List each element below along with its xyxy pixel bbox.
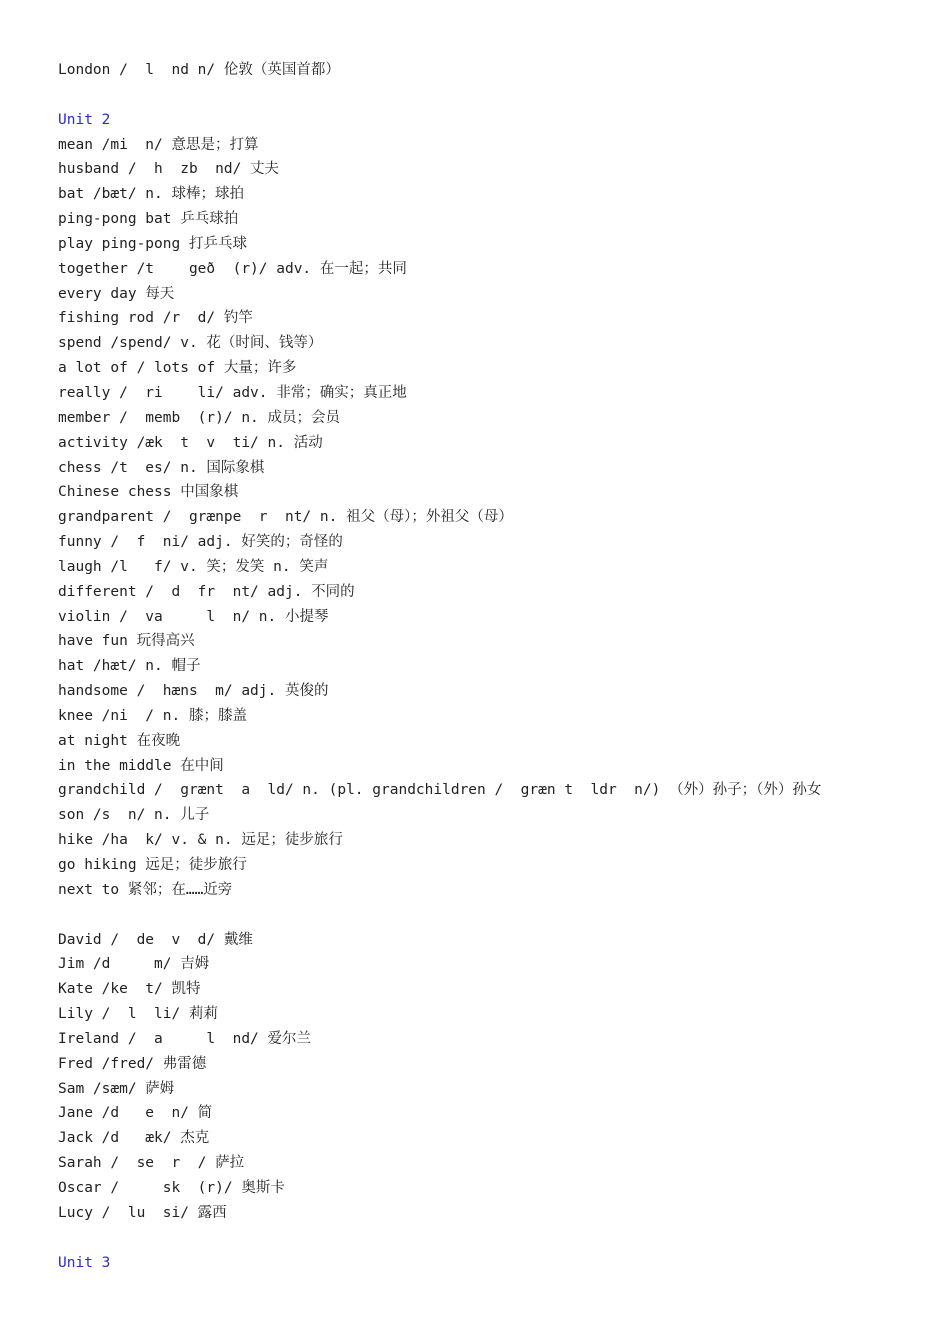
name-entry: Sarah / se r / 萨拉 [58,1155,245,1172]
name-entry: Jack /d æk/ 杰克 [58,1130,210,1147]
vocab-entry: activity /æk t v ti/ n. 活动 [58,434,323,451]
unit-3-heading: Unit 3 [58,1254,111,1271]
vocab-entry: go hiking 远足；徒步旅行 [58,857,247,873]
vocab-entry: funny / f ni/ adj. 好笑的；奇怪的 [58,534,343,551]
vocab-entry: at night 在夜晚 [58,732,181,749]
unit-2-vocab-list [58,133,918,903]
vocab-entry: laugh /l f/ v. 笑；发笑 n. 笑声 [58,558,329,575]
vocab-entry: chess /t es/ n. 国际象棋 [58,459,265,476]
proper-names-list [58,928,918,1226]
vocab-entry: hike /ha k/ v. & n. 远足；徒步旅行 [58,832,343,849]
spacer [58,1226,918,1251]
vocab-entry: grandchild / grænt a ld/ n. (pl. grandchildren / græn t ldr n/) （外）孙子；（外）孙女 [58,782,822,799]
vocab-entry: member / memb (r)/ n. 成员；会员 [58,409,341,426]
vocab-entry: a lot of / lots of 大量；许多 [58,360,297,377]
vocab-entry: next to 紧邻；在……近旁 [58,881,233,898]
vocab-entry: handsome / hæns m/ adj. 英俊的 [58,683,329,700]
vocab-entry: mean /mi n/ 意思是；打算 [58,136,259,153]
name-entry: Lily / l li/ 莉莉 [58,1006,218,1023]
vocab-entry: different / d fr nt/ adj. 不同的 [58,583,355,600]
name-entry: David / de v d/ 戴维 [58,931,253,948]
name-entry: Jim /d m/ 吉姆 [58,956,210,973]
vocab-entry: husband / h zb nd/ 丈夫 [58,161,280,178]
vocab-entry: grandparent / grænpe r nt/ n. 祖父（母）；外祖父（母） [58,509,513,526]
vocab-entry: son /s n/ n. 儿子 [58,807,210,824]
name-entry: Fred /fred/ 弗雷德 [58,1055,207,1072]
name-entry: Sam /sæm/ 萨姆 [58,1080,175,1097]
vocab-entry: Chinese chess 中国象棋 [58,484,239,501]
vocab-entry: spend /spend/ v. 花（时间、钱等） [58,335,323,352]
vocab-entry: violin / va l n/ n. 小提琴 [58,608,329,625]
name-entry: Lucy / lu si/ 露西 [58,1204,227,1221]
vocab-entry: hat /hæt/ n. 帽子 [58,658,201,675]
name-entry: Jane /d e n/ 简 [58,1105,213,1122]
vocab-entry: play ping-pong 打乒乓球 [58,235,247,252]
spacer [58,903,918,928]
vocab-entry: ping-pong bat 乒乓球拍 [58,211,239,228]
name-entry: Kate /ke t/ 凯特 [58,981,201,998]
vocab-entry: together /t geð (r)/ adv. 在一起；共同 [58,260,407,277]
vocab-entry: fishing rod /r d/ 钓竿 [58,310,253,327]
unit-2-heading: Unit 2 [58,111,111,128]
spacer [58,83,918,108]
vocabulary-document [58,58,918,1275]
name-entry: Oscar / sk (r)/ 奥斯卡 [58,1179,285,1196]
vocab-entry: really / ri li/ adv. 非常；确实；真正地 [58,384,407,401]
vocab-entry: knee /ni / n. 膝；膝盖 [58,707,247,724]
vocab-entry: in the middle 在中间 [58,757,224,774]
name-entry: Ireland / a l nd/ 爱尔兰 [58,1030,312,1047]
vocab-entry-london: London / l nd n/ 伦敦（英国首都） [58,62,340,78]
vocab-entry: have fun 玩得高兴 [58,633,195,650]
vocab-entry: every day 每天 [58,285,175,302]
vocab-entry: bat /bæt/ n. 球棒；球拍 [58,186,244,203]
